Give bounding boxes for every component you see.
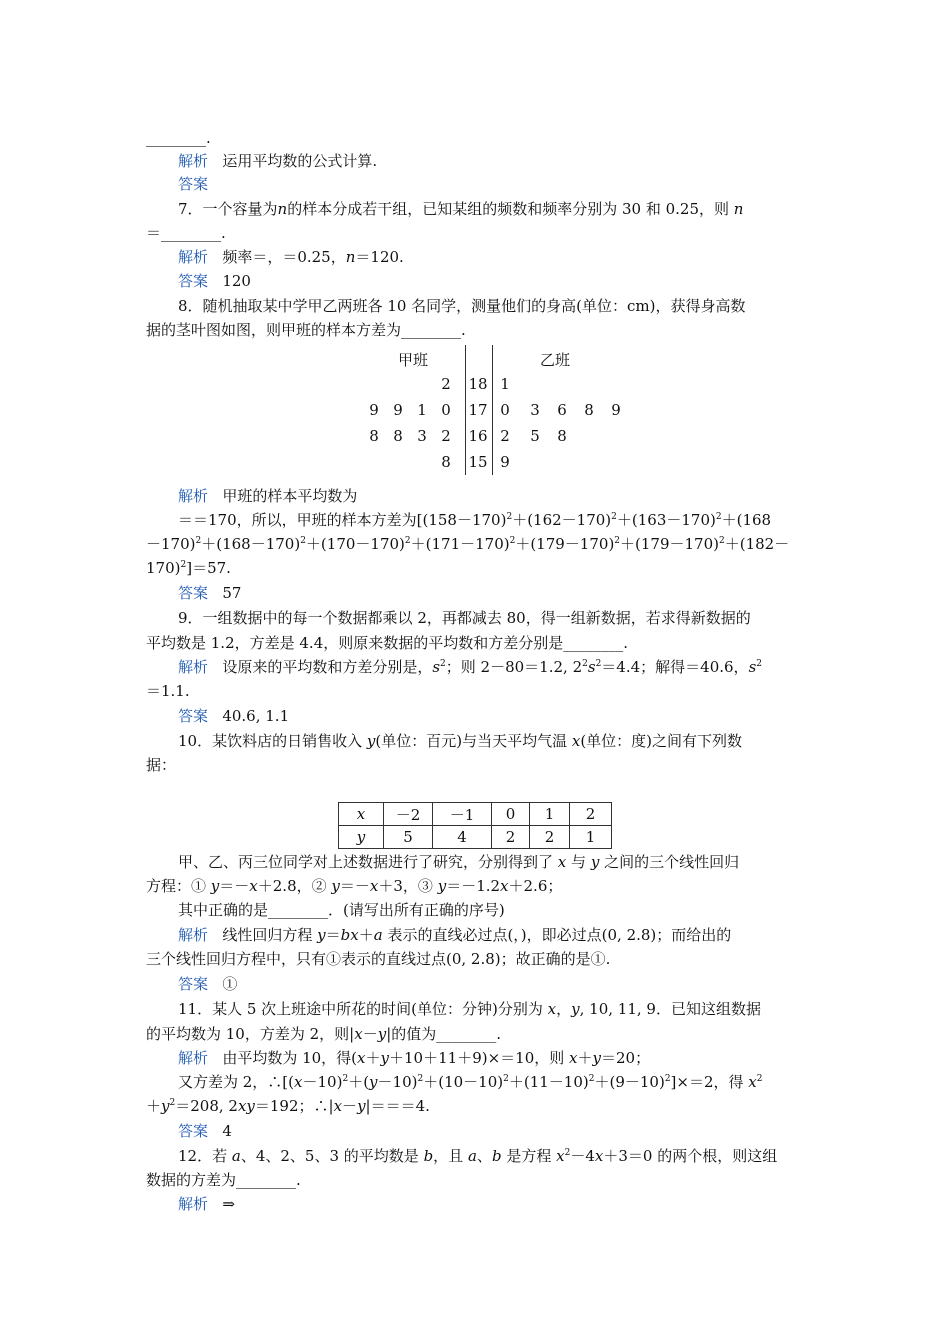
table-cell: －2 — [384, 803, 433, 826]
q9-analysis: 解析 设原来的平均数和方差分别是，$s^2$；则 2－80＝1.2, $2^2s^2=4.4$；解得＝40.6，$s^2$ — [178, 658, 762, 676]
q8-question-line2: 据的茎叶图如图，则甲班的样本方差为________. — [146, 321, 466, 339]
leaf-left: 8 — [441, 453, 451, 471]
q7-analysis: 解析 频率＝，＝0.25，n＝120. — [178, 248, 404, 266]
q6-answer-label: 答案 — [178, 175, 209, 193]
q11-answer: 答案 4 — [178, 1122, 232, 1140]
leaf-left: 2 — [441, 427, 451, 445]
table-cell: 1 — [570, 826, 612, 849]
leaf-left: 2 — [441, 375, 451, 393]
q9-question-line2: 平均数是 1.2，方差是 4.4，则原来数据的平均数和方差分别是________. — [146, 634, 629, 652]
leaf-right: 8 — [584, 401, 594, 419]
q7-question: 7．一个容量为n的样本分成若干组，已知某组的频数和频率分别为 30 和 0.25，则 n — [178, 200, 744, 218]
leaf-left: 0 — [441, 401, 451, 419]
table-cell: 0 — [492, 803, 530, 826]
leaf-right: 6 — [557, 401, 567, 419]
leaf-left: 9 — [369, 401, 379, 419]
leaf-right: 3 — [530, 401, 540, 419]
q6-analysis-label: 解析 — [178, 152, 209, 170]
table-row-y — [339, 826, 612, 849]
table-cell: 5 — [384, 826, 433, 849]
stem: 16 — [468, 427, 488, 445]
q6-analysis-text: 运用平均数的公式计算. — [222, 152, 378, 170]
q12-question: 12．若 a、4、2、5、3 的平均数是 b，且 a、b 是方程 $x^2-4x+3=0$ 的两个根，则这组 — [178, 1147, 778, 1165]
q8-answer: 答案 57 — [178, 584, 242, 602]
leaf-left: 1 — [417, 401, 427, 419]
leaf-left: 8 — [369, 427, 379, 445]
leaf-right: 2 — [500, 427, 510, 445]
q11-analysis: 解析 由平均数为 10，得(x＋y＋10＋11＋9)×＝10，则 x＋y＝20； — [178, 1049, 651, 1067]
q10-question: 10．某饮料店的日销售收入 y(单位：百元)与当天平均气温 x(单位：度)之间有下列数 — [178, 732, 743, 750]
leaf-right: 8 — [557, 427, 567, 445]
leaf-right: 0 — [500, 401, 510, 419]
stem: 18 — [468, 375, 488, 393]
leaf-right: 9 — [500, 453, 510, 471]
q12-question-line2: 数据的方差为________. — [146, 1171, 301, 1189]
q11-question-line2: 的平均数为 10，方差为 2，则|x－y|的值为________. — [146, 1025, 502, 1043]
q10-text-line3: 甲、乙、丙三位同学对上述数据进行了研究，分别得到了 x 与 y 之间的三个线性回归 — [178, 853, 740, 871]
table-header-x: x — [339, 803, 384, 826]
stem: 15 — [468, 453, 488, 471]
leaf-right: 1 — [500, 375, 510, 393]
stem-leaf-right-header: 乙班 — [540, 351, 571, 369]
table-cell: 2 — [492, 826, 530, 849]
table-cell: －1 — [433, 803, 492, 826]
q10-answer: 答案 ① — [178, 975, 238, 993]
q10-text-line5: 其中正确的是________．(请写出所有正确的序号) — [178, 901, 505, 919]
q10-question-line2: 据： — [146, 756, 177, 774]
q10-analysis: 解析 线性回归方程 y＝bx＋a 表示的直线必过点(，)，即必过点(0, 2.8)；而给出的 — [178, 926, 732, 944]
table-cell: 4 — [433, 826, 492, 849]
q8-analysis-line2: ＝＝170，所以，甲班的样本方差为[$(158-170)^2+(162-170)^2+(163-170)^2+(168$ — [178, 511, 772, 529]
data-table — [338, 802, 612, 849]
leaf-right: 5 — [530, 427, 540, 445]
stem: 17 — [468, 401, 488, 419]
q8-analysis-line3: $-170)^2+(168-170)^2+(170-170)^2+(171-170)^2+(179-170)^2+(179-170)^2+(182-$ — [146, 535, 790, 553]
q6-analysis — [178, 151, 377, 171]
leaf-right: 9 — [611, 401, 621, 419]
leaf-left: 3 — [417, 427, 427, 445]
table-cell: 2 — [530, 826, 570, 849]
q9-answer: 答案 40.6, 1.1 — [178, 707, 290, 725]
leaf-left: 8 — [393, 427, 403, 445]
q11-analysis-line2: 又方差为 2，$\therefore[(x-10)^2+(y-10)^2+(10-10)^2+(11-10)^2+(9-10)^2]\times=2$，得 $x^2$ — [178, 1073, 763, 1091]
q7-answer: 答案 120 — [178, 272, 251, 290]
table-header-y: y — [339, 826, 384, 849]
q9-question: 9．一组数据中的每一个数据都乘以 2，再都减去 80，得一组新数据，若求得新数据的 — [178, 609, 751, 627]
q8-question: 8．随机抽取某中学甲乙两班各 10 名同学，测量他们的身高(单位：cm)，获得身高数 — [178, 297, 746, 315]
table-cell: 1 — [530, 803, 570, 826]
q9-analysis-line2: ＝1.1. — [146, 682, 190, 700]
q11-question: 11．某人 5 次上班途中所花的时间(单位：分钟)分别为 x，y, 10, 11, 9．已知这组数据 — [178, 1000, 761, 1018]
table-cell: 2 — [570, 803, 612, 826]
continuation-line: ________. — [146, 129, 211, 147]
leaf-left: 9 — [393, 401, 403, 419]
q10-text-line4: 方程：① y＝－x＋2.8，② y＝－x＋3，③ y＝－1.2x＋2.6； — [146, 877, 563, 895]
q7-question-line2: ＝________. — [146, 224, 226, 242]
q6-answer — [178, 174, 208, 194]
q8-analysis-line4: 170)$^2$]＝57. — [146, 559, 231, 577]
q11-analysis-line3: $+y^2=208$, 2xy＝192；∴|x－y|＝＝＝4. — [146, 1097, 430, 1115]
q12-analysis: 解析 ⇒ — [178, 1195, 235, 1213]
table-row-x — [339, 803, 612, 826]
q10-analysis-line2: 三个线性回归方程中，只有①表示的直线过点(0, 2.8)；故正确的是①. — [146, 950, 611, 968]
stem-leaf-plot — [362, 345, 642, 480]
q8-analysis: 解析 甲班的样本平均数为 — [178, 487, 358, 505]
stem-leaf-left-header: 甲班 — [398, 351, 429, 369]
